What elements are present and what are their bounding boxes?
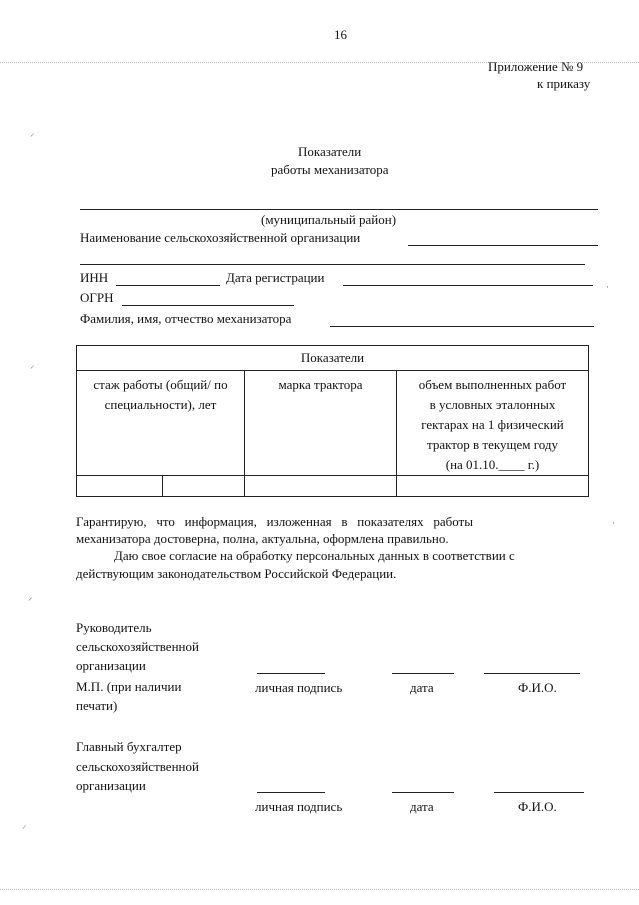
table-header-label: Показатели [300, 350, 365, 365]
mechanic-name-label: Фамилия, имя, отчество механизатора [80, 311, 292, 326]
head-fio-line[interactable] [484, 673, 580, 674]
ogrn-label: ОГРН [80, 290, 114, 305]
mechanic-name-field-line[interactable] [330, 326, 594, 327]
consent-paragraph-line-1: Даю свое согласие на обработку персональных данных в соответствии с [114, 548, 515, 563]
indicators-table [76, 345, 589, 497]
column-experience [77, 371, 245, 476]
consent-paragraph-line-2: действующим законодательством Российской Федерации. [76, 566, 397, 581]
district-field-line [80, 209, 598, 210]
accountant-fio-label: Ф.И.О. [518, 799, 557, 814]
guarantee-paragraph-line-1: Гарантирую, что информация, изложенная в показателях работы [76, 514, 473, 529]
scan-mark: ⸝ [30, 360, 35, 370]
column-tractor-brand [245, 371, 397, 476]
input-cell-work-volume[interactable] [397, 476, 589, 497]
column-experience-line: специальности), лет [104, 397, 217, 412]
ogrn-field-line[interactable] [122, 305, 294, 306]
head-signature-label: личная подпись [255, 680, 343, 695]
input-cell-experience-total[interactable] [77, 476, 163, 497]
org-name-label: Наименование сельскохозяйственной организации [80, 230, 361, 245]
inn-field-line[interactable] [116, 285, 220, 286]
appendix-line-2: к приказу [537, 76, 591, 91]
input-cell-tractor-brand[interactable] [245, 476, 397, 497]
accountant-title-line: Главный бухгалтер [76, 739, 182, 754]
guarantee-paragraph-line-2: механизатора достоверна, полна, актуальна, оформлена правильно. [76, 531, 449, 546]
inn-label: ИНН [80, 270, 109, 285]
district-caption: (муниципальный район) [261, 212, 397, 227]
head-date-label: дата [410, 680, 434, 695]
head-title-line: организации [76, 658, 146, 673]
page-number: 16 [334, 27, 347, 42]
accountant-date-label: дата [410, 799, 434, 814]
accountant-title-line: сельскохозяйственной [76, 759, 199, 774]
column-work-volume-line: объем выполненных работ [418, 377, 567, 392]
column-experience-line: стаж работы (общий/ по [93, 377, 228, 392]
reg-date-field-line[interactable] [343, 285, 593, 286]
accountant-signature-line[interactable] [257, 792, 325, 793]
accountant-date-line[interactable] [392, 792, 454, 793]
column-work-volume-line: (на 01.10.____ г.) [445, 457, 540, 472]
table-header-cell [77, 346, 589, 371]
column-work-volume-line: трактор в текущем году [427, 437, 558, 452]
input-cell-experience-specialty[interactable] [163, 476, 245, 497]
table-header-row [77, 346, 589, 371]
scan-line-bottom [0, 889, 639, 890]
reg-date-label: Дата регистрации [226, 270, 325, 285]
appendix-line-1: Приложение № 9 [488, 59, 584, 74]
scan-mark: ⸝ [30, 128, 35, 138]
head-title-line: сельскохозяйственной [76, 639, 199, 654]
table-columns-row [77, 371, 589, 476]
scan-mark: ⸝ [22, 820, 27, 830]
head-date-line[interactable] [392, 673, 454, 674]
accountant-fio-line[interactable] [494, 792, 584, 793]
scan-mark: · [606, 282, 609, 292]
head-title-line: М.П. (при наличии [76, 679, 182, 694]
accountant-title-line: организации [76, 778, 146, 793]
org-name-field-line[interactable] [408, 245, 598, 246]
page-title: Показатели [298, 144, 362, 159]
head-title-line: Руководитель [76, 620, 152, 635]
org-name-field-line-2[interactable] [80, 264, 585, 265]
table-input-row [77, 476, 589, 497]
column-work-volume-line: гектарах на 1 физический [421, 417, 564, 432]
head-signature-line[interactable] [257, 673, 325, 674]
scan-mark: ⸝ [28, 592, 33, 602]
column-work-volume-line: в условных эталонных [429, 397, 556, 412]
page-subtitle: работы механизатора [271, 162, 389, 177]
accountant-signature-label: личная подпись [255, 799, 343, 814]
head-fio-label: Ф.И.О. [518, 680, 557, 695]
column-work-volume [397, 371, 589, 476]
head-title-line: печати) [76, 698, 118, 713]
column-tractor-brand-line: марка трактора [278, 377, 363, 392]
scan-mark: · [612, 518, 615, 528]
